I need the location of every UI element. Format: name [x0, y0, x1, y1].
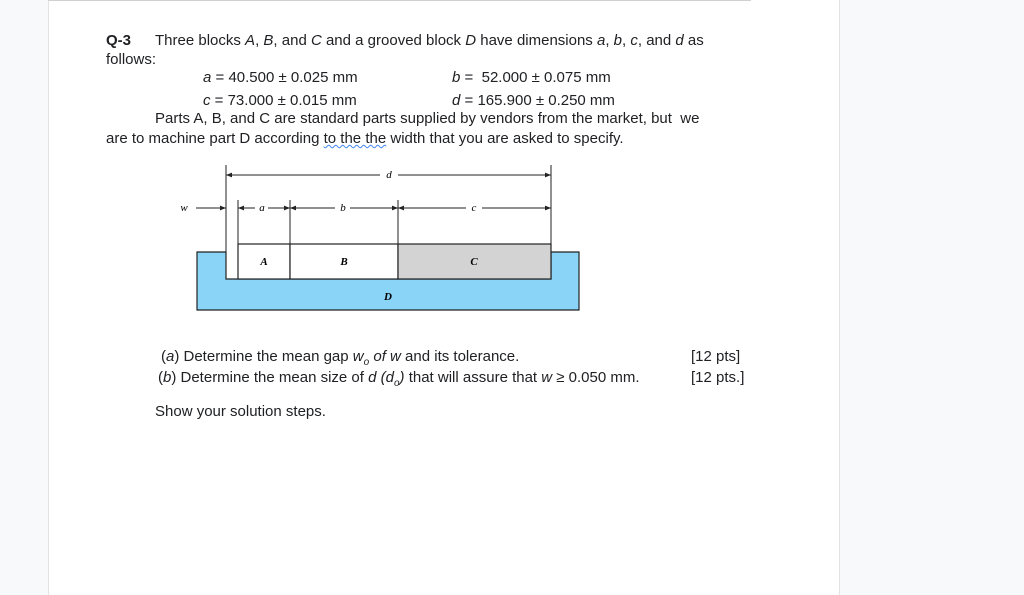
question-intro: Three blocks A, B, and C and a grooved block D have dimensions a, b, c, and d as [155, 32, 704, 49]
block-b-label: B [340, 256, 348, 268]
block-c-label: C [470, 256, 478, 268]
label-b: b [340, 202, 346, 214]
footer-instruction: Show your solution steps. [155, 403, 326, 420]
part-a: (a) Determine the mean gap $w_o$ of w and its tolerance. [161, 348, 520, 368]
label-d: d [386, 169, 392, 181]
page-top-border [48, 0, 751, 1]
part-b-points: [12 pts.] [691, 369, 745, 386]
part-b: (b) Determine the mean size of d $(d_o)$ that will assure that w ≥ 0.050 mm. [158, 369, 640, 389]
dim-c: c = 73.000 ± 0.015 mm [203, 92, 357, 109]
label-w: w [180, 202, 188, 214]
block-a-label: A [260, 256, 268, 268]
label-a: a [259, 202, 265, 214]
question-number: Q-3 [106, 32, 132, 49]
label-c: c [471, 202, 477, 214]
dim-b: b = 52.000 ± 0.075 mm [452, 69, 611, 86]
dim-d: d = 165.900 ± 0.250 mm [452, 92, 615, 109]
paragraph-line-1: Parts A, B, and C are standard parts supplied by vendors from the market, but we [155, 110, 700, 127]
assembly-figure [170, 160, 590, 320]
question-follows: follows: [106, 51, 157, 68]
part-a-points: [12 pts] [691, 348, 741, 365]
spellcheck-squiggle[interactable]: to the the [323, 130, 387, 147]
paragraph-line-2: are to machine part D according to the the width that you are asked to specify. [106, 130, 624, 147]
dim-a: a = 40.500 ± 0.025 mm [203, 69, 358, 86]
block-d-label: D [384, 291, 392, 303]
